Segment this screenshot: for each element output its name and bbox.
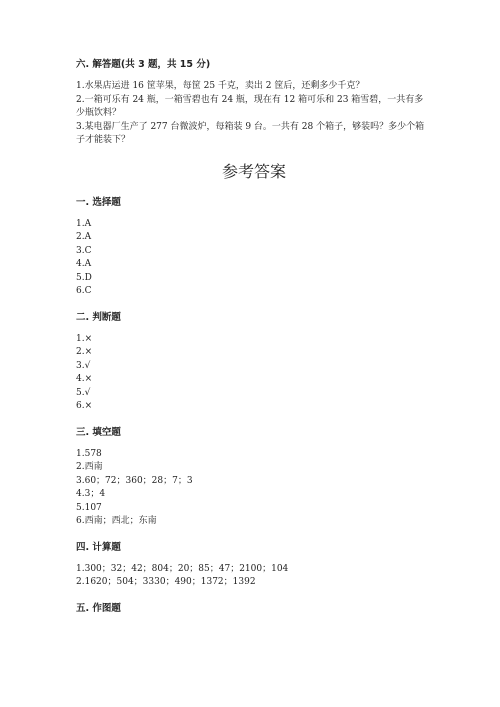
answer-item: 5.107 [76,502,102,513]
answer-item: 1.× [76,333,93,344]
answer-section-title: 五. 作图题 [76,602,121,614]
answer-item: 1.300；32；42；804；20；85；47；2100；104 [76,563,289,574]
answer-section-judgement [76,311,432,414]
answer-section-title: 二. 判断题 [76,311,121,323]
answer-item: 6.西南；西北；东南 [76,516,157,526]
answer-section-choice [76,196,432,299]
document-page [76,58,432,615]
answer-section-title: 三. 填空题 [76,426,121,438]
answer-item: 2.A [76,232,92,242]
answer-item: 6.× [76,401,93,411]
answer-item: 1.A [76,218,92,229]
question-2: 2.一箱可乐有 24 瓶，一箱雪碧也有 24 瓶，现在有 12 箱可乐和 23 箱雪碧，一共有多少瓶饮料？ [76,94,424,118]
answer-item: 4.3；4 [76,489,106,499]
answer-item: 3.C [76,245,92,256]
answer-item: 3.√ [76,360,91,371]
answer-item: 4.× [76,374,93,384]
answer-section-calculation [76,541,432,590]
answer-section-fill-blank [76,426,432,529]
answer-item: 2.1620；504；3330；490；1372；1392 [76,577,256,587]
question-1: 1.水果店运进 16 筐苹果，每筐 25 千克，卖出 2 筐后，还剩多少千克？ [76,81,365,91]
answer-item: 4.A [76,259,92,269]
answer-section-title: 一. 选择题 [76,196,121,208]
answer-item: 1.578 [76,448,102,459]
answer-item: 2.× [76,347,93,357]
answer-item: 3.60；72；360；28；7；3 [76,475,193,486]
answer-section-title: 四. 计算题 [76,541,121,553]
answer-item: 5.√ [76,387,91,398]
answer-key-title: 参考答案 [221,161,286,181]
section-6-title: 六. 解答题(共 3 题，共 15 分) [76,59,211,70]
answer-item: 2.西南 [76,462,103,472]
question-3: 3.某电器厂生产了 277 台微波炉，每箱装 9 台。一共有 28 个箱子，够装吗？多少个箱子才能装下？ [76,121,425,145]
answer-item: 6.C [76,286,92,296]
section-6 [76,58,432,148]
answer-item: 5.D [76,272,92,283]
answer-section-drawing [76,602,432,615]
